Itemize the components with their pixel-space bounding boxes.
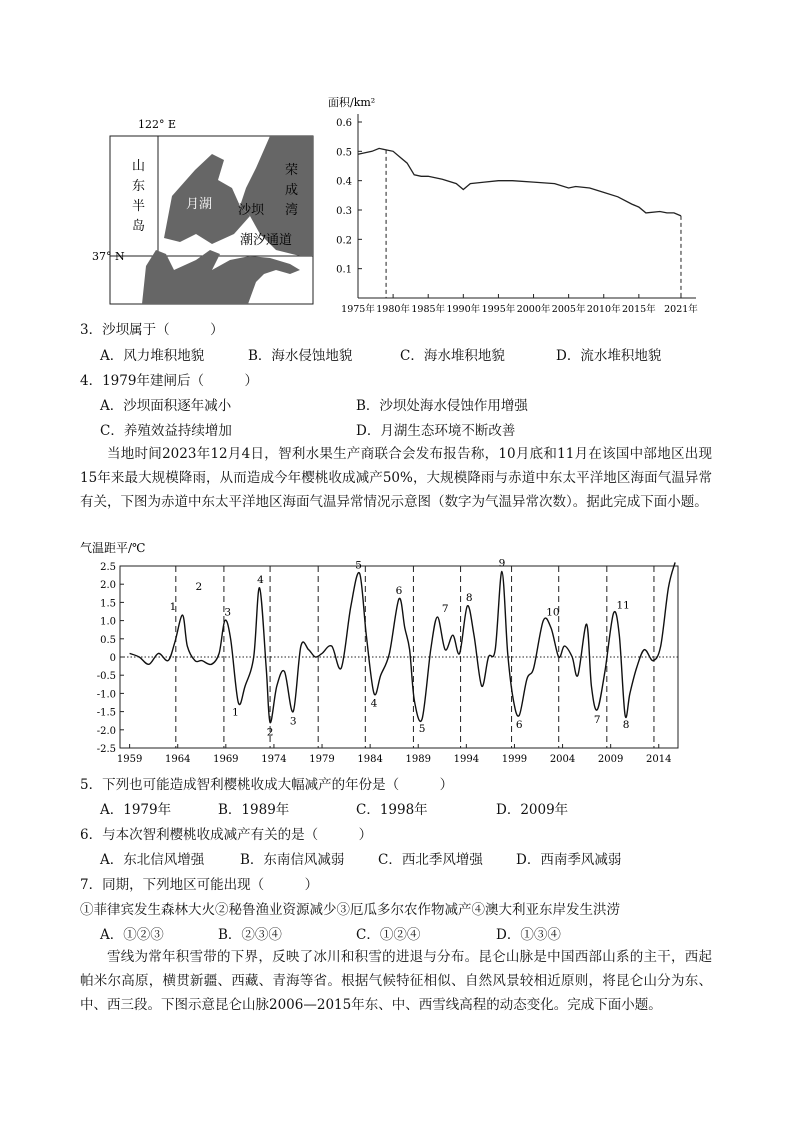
- question-6-stem: 6．与本次智利樱桃收成减产有关的是（ ）: [80, 827, 373, 843]
- passage-chile-cherry: 当地时间2023年12月4日，智利水果生产商联合会发布报告称，10月底和11月在该国中部地区出现15年来最大规模降雨，从而造成今年樱桃收成减产50%，大规模降雨与赤道中东太平洋地区海面气温异常有关，下图为赤道中东太平洋地区海面气温异常情况示意图（数字为气温异常次数）。据此完成下面小题。: [80, 446, 712, 510]
- y-tick-label: 0.2: [336, 235, 352, 247]
- q6-option-d[interactable]: D．西南季风减弱: [516, 852, 622, 868]
- x-tick-label: 1984: [357, 754, 383, 765]
- warm-event-label: 10: [546, 606, 560, 619]
- cold-event-label: 7: [593, 713, 601, 726]
- shandong-char-3: 半: [132, 199, 146, 214]
- rongcheng-char-1: 荣: [285, 163, 299, 178]
- y-tick-label: 0.5: [336, 147, 352, 159]
- x-tick-label: 1959: [116, 754, 143, 765]
- x-tick-label: 2000年: [516, 304, 551, 315]
- q3-option-d[interactable]: D．流水堆积地貌: [556, 348, 662, 364]
- x-tick-label: 1980年: [376, 304, 410, 315]
- q5-option-d[interactable]: D．2009年: [496, 802, 569, 818]
- shaba-label: 沙坝: [238, 203, 265, 218]
- area-chart-svg: [328, 92, 708, 316]
- x-tick-label: 2021年: [664, 304, 698, 315]
- x-tick-label: 1995年: [481, 304, 516, 315]
- cold-event-label: 1: [232, 706, 239, 719]
- shandong-char-1: 山: [132, 159, 146, 174]
- x-tick-label: 1985年: [411, 304, 446, 315]
- area-series-line: [358, 148, 681, 216]
- channel-label: 潮汐通道: [240, 233, 293, 248]
- y-tick-label: 0.5: [100, 634, 116, 646]
- warm-event-label: 2: [195, 581, 203, 594]
- q3-option-a[interactable]: A．风力堆积地貌: [100, 348, 205, 364]
- question-7-items: ①菲律宾发生森林大火②秘鲁渔业资源减少③厄瓜多尔农作物减产④澳大利亚东岸发生洪涝: [80, 902, 620, 918]
- cold-event-label: 8: [622, 719, 630, 732]
- q5-option-c[interactable]: C．1998年: [356, 802, 428, 818]
- q5-option-a[interactable]: A．1979年: [100, 802, 172, 818]
- cold-event-label: 4: [370, 697, 378, 710]
- x-tick-label: 2009: [597, 754, 624, 765]
- area-chart: [328, 92, 708, 316]
- q4-option-a[interactable]: A．沙坝面积逐年减小: [100, 398, 232, 414]
- q3-option-b[interactable]: B．海水侵蚀地貌: [248, 348, 353, 364]
- shandong-char-4: 岛: [132, 219, 146, 234]
- x-tick-label: 1994: [453, 754, 480, 765]
- shandong-char-2: 东: [132, 179, 146, 194]
- warm-event-label: 8: [465, 592, 473, 605]
- y-tick-label: 0.4: [336, 176, 352, 188]
- cold-event-label: 3: [289, 715, 297, 728]
- map-longitude-label: 122° E: [138, 118, 177, 131]
- sst-anomaly-series-line: [130, 562, 676, 722]
- passage-kunlun-snowline: 雪线为常年积雪带的下界，反映了冰川和积雪的进退与分布。昆仑山脉是中国西部山系的主干，西起帕米尔高原，横贯新疆、西藏、青海等省。根据气候特征相似、自然风景较相近原则，将昆仑山分为东、中、西三段。下图示意昆仑山脉2006—2015年东、中、西雪线高程的动态变化。完成下面小题。: [80, 949, 712, 1013]
- q6-option-c[interactable]: C．西北季风增强: [378, 852, 483, 868]
- x-tick-label: 1999: [501, 754, 528, 765]
- y-tick-label: 0: [109, 653, 116, 664]
- question-4-stem: 4．1979年建闸后（ ）: [80, 373, 258, 389]
- y-tick-label: -1.0: [96, 689, 116, 701]
- q7-option-a[interactable]: A．①②③: [100, 927, 164, 943]
- bay-map: [92, 110, 320, 315]
- q7-option-d[interactable]: D．①③④: [496, 927, 561, 943]
- y-tick-label: -2.0: [96, 725, 116, 737]
- cold-event-label: 6: [515, 719, 523, 732]
- warm-event-label: 3: [224, 606, 232, 619]
- bay-map-svg: [92, 110, 320, 315]
- q6-option-a[interactable]: A．东北信风增强: [100, 852, 205, 868]
- y-tick-label: 0.6: [336, 118, 352, 129]
- x-tick-label: 2010年: [586, 304, 621, 315]
- x-tick-label: 1964: [164, 754, 191, 765]
- x-tick-label: 1969: [213, 754, 239, 765]
- y-tick-label: 2.5: [100, 562, 116, 573]
- x-tick-label: 2015年: [622, 304, 656, 315]
- warm-event-label: 6: [395, 584, 403, 597]
- warm-event-label: 5: [355, 559, 362, 572]
- x-tick-label: 1974: [261, 754, 287, 765]
- y-tick-label: -1.5: [96, 707, 116, 719]
- x-tick-label: 1990年: [446, 304, 481, 315]
- rongcheng-char-3: 湾: [285, 203, 299, 218]
- warm-event-label: 11: [616, 599, 630, 612]
- x-tick-label: 2004: [549, 754, 576, 765]
- rongcheng-char-2: 成: [285, 183, 299, 198]
- question-3-stem: 3．沙坝属于（ ）: [80, 322, 224, 338]
- question-5-stem: 5．下列也可能造成智利樱桃收成大幅减产的年份是（ ）: [80, 777, 454, 793]
- warm-event-label: 9: [498, 557, 506, 570]
- cold-event-label: 2: [266, 726, 274, 739]
- q7-option-b[interactable]: B．②③④: [218, 927, 282, 943]
- cold-event-label: 5: [418, 722, 426, 735]
- sst-anomaly-chart-svg: [78, 538, 718, 770]
- y-tick-label: 1.5: [100, 598, 116, 610]
- warm-event-label: 7: [441, 602, 449, 615]
- x-tick-label: 1989: [405, 754, 431, 765]
- warm-event-label: 4: [257, 573, 264, 586]
- x-tick-label: 1979: [309, 754, 335, 765]
- map-latitude-label: 37° N: [92, 250, 125, 263]
- x-tick-label: 2005年: [551, 304, 586, 315]
- question-7-stem: 7．同期，下列地区可能出现（ ）: [80, 877, 319, 893]
- sst-anomaly-chart: [78, 538, 718, 770]
- y-tick-label: -0.5: [96, 671, 116, 683]
- warm-event-label: 1: [169, 601, 177, 614]
- y-axis-title: 气温距平/℃: [80, 541, 146, 555]
- q4-option-c[interactable]: C．养殖效益持续增加: [100, 423, 232, 439]
- south-landmass: [142, 250, 300, 304]
- q4-option-d[interactable]: D．月湖生态环境不断改善: [356, 423, 516, 439]
- x-tick-label: 2014: [646, 754, 672, 765]
- y-tick-label: -2.5: [96, 744, 116, 755]
- q4-option-b[interactable]: B．沙坝处海水侵蚀作用增强: [356, 398, 528, 414]
- y-axis-title: 面积/km²: [328, 96, 376, 109]
- y-tick-label: 2.0: [100, 580, 116, 592]
- x-tick-label: 1975年: [341, 304, 375, 315]
- y-tick-label: 1.0: [100, 616, 116, 628]
- q5-option-b[interactable]: B．1989年: [218, 802, 290, 818]
- q3-option-c[interactable]: C．海水堆积地貌: [400, 348, 505, 364]
- q7-option-c[interactable]: C．①②④: [356, 927, 421, 943]
- y-tick-label: 0.1: [336, 264, 352, 276]
- yuehu-label: 月湖: [186, 197, 213, 212]
- q6-option-b[interactable]: B．东南信风减弱: [240, 852, 345, 868]
- y-tick-label: 0.3: [336, 206, 352, 217]
